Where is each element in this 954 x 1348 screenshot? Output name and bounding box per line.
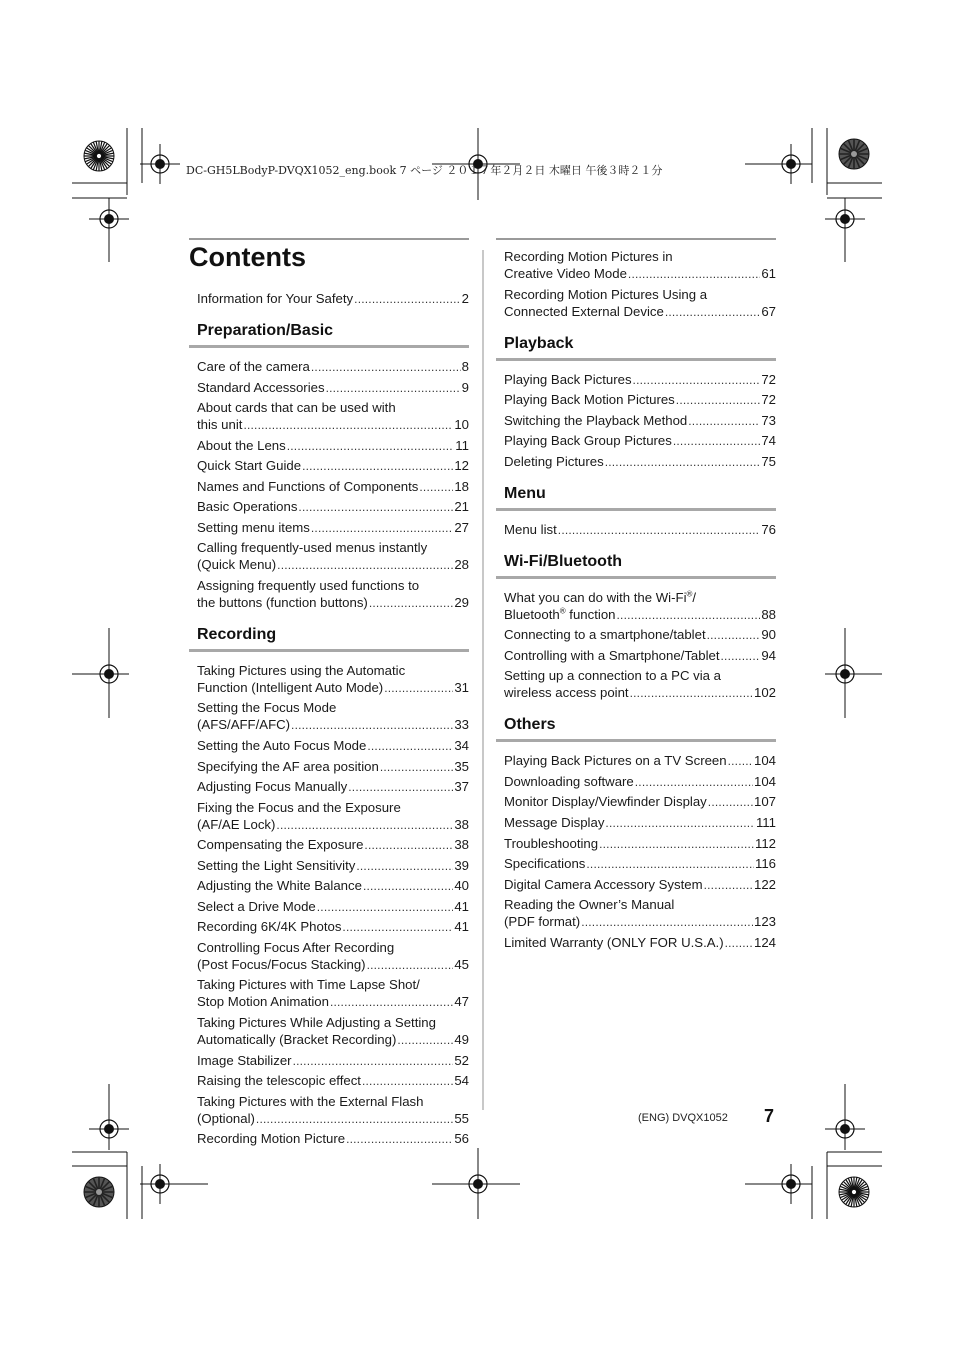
toc-entry-specifications[interactable] bbox=[504, 855, 776, 873]
dot-leader bbox=[581, 914, 753, 931]
toc-entry-title: Creative Video Mode bbox=[504, 266, 627, 281]
toc-entry-names-and-functions-of-components[interactable] bbox=[197, 478, 469, 496]
dot-leader bbox=[346, 1131, 453, 1148]
toc-entry-page: 74 bbox=[761, 433, 776, 449]
toc-entry-setting-up-a-connection-to-a-pc-via-a-wireless-access-point[interactable] bbox=[504, 667, 776, 702]
dot-leader bbox=[362, 1073, 453, 1090]
toc-entry-title: Connecting to a smartphone/tablet bbox=[504, 627, 706, 643]
toc-entry-page: 2 bbox=[461, 291, 469, 306]
toc-entry-setting-the-focus-mode-afs-aff-afc[interactable] bbox=[197, 699, 469, 734]
toc-entry-about-the-lens[interactable] bbox=[197, 437, 469, 455]
toc-entry-page: 107 bbox=[753, 794, 776, 810]
toc-entry-taking-pictures-using-the-automatic-function-intelligent-auto-mode[interactable] bbox=[197, 662, 469, 697]
toc-entry-title: Playing Back Pictures bbox=[504, 371, 632, 387]
toc-entry-page: 75 bbox=[761, 453, 776, 469]
toc-entry-title: Setting the Light Sensitivity bbox=[197, 857, 356, 873]
toc-entry-title: Automatically (Bracket Recording) bbox=[197, 1032, 397, 1048]
toc-entry-fixing-the-focus-and-the-exposure-af-ae-lock[interactable] bbox=[197, 799, 469, 834]
toc-entry-title: Monitor Display/Viewfinder Display bbox=[504, 794, 707, 810]
dot-leader bbox=[721, 648, 761, 665]
toc-entry-title-line: Taking Pictures using the Automatic bbox=[197, 662, 406, 678]
section-heading-menu: Menu bbox=[496, 484, 776, 511]
toc-entry-title: Image Stabilizer bbox=[197, 1052, 292, 1068]
toc-entry-title: About the Lens bbox=[197, 437, 286, 453]
dot-leader bbox=[676, 392, 761, 409]
dot-leader bbox=[397, 1032, 453, 1049]
toc-entry-title: wireless access point bbox=[504, 685, 629, 701]
toc-entry-page: 38 bbox=[454, 816, 469, 832]
toc-entry-image-stabilizer[interactable] bbox=[197, 1052, 469, 1070]
toc-entry-page: 45 bbox=[454, 956, 469, 972]
dot-leader bbox=[369, 595, 454, 612]
toc-entry-page: 52 bbox=[454, 1052, 469, 1068]
toc-entry-page: 37 bbox=[454, 779, 469, 795]
toc-entry-page: 11 bbox=[455, 437, 469, 453]
toc-entry-title: Function (Intelligent Auto Mode) bbox=[197, 679, 384, 695]
toc-entry-title-line: Fixing the Focus and the Exposure bbox=[197, 799, 401, 815]
toc-entry-title: Deleting Pictures bbox=[504, 453, 604, 469]
toc-entry-page: 34 bbox=[454, 738, 469, 754]
toc-entry-title: Information for Your Safety bbox=[197, 291, 354, 306]
toc-entry-page: 27 bbox=[454, 519, 469, 535]
dot-leader bbox=[276, 817, 453, 834]
toc-entry-page: 102 bbox=[753, 685, 776, 701]
toc-entry-setting-menu-items[interactable] bbox=[197, 519, 469, 537]
toc-entry-limited-warranty-only-for-u-s-a[interactable] bbox=[504, 934, 776, 952]
toc-entry-page: 29 bbox=[454, 594, 469, 610]
toc-entry-title: Bluetooth® function bbox=[504, 606, 616, 622]
dot-leader bbox=[707, 627, 761, 644]
toc-entry-title: Menu list bbox=[504, 521, 557, 537]
dot-leader bbox=[364, 837, 453, 854]
dot-leader bbox=[342, 919, 453, 936]
toc-entry-page: 72 bbox=[761, 371, 776, 387]
toc-entry-title: (Optional) bbox=[197, 1110, 255, 1126]
toc-entry-recording-motion-pictures-in-creative-video-mode[interactable] bbox=[504, 248, 776, 283]
toc-entry-downloading-software[interactable] bbox=[504, 773, 776, 791]
toc-entry-title: Playing Back Pictures on a TV Screen bbox=[504, 753, 727, 769]
toc-entry-page: 49 bbox=[454, 1032, 469, 1048]
dot-leader bbox=[384, 680, 453, 697]
footer-page-number: 7 bbox=[764, 1106, 775, 1126]
toc-entry-page: 88 bbox=[761, 606, 776, 622]
dot-leader bbox=[256, 1111, 453, 1128]
toc-entry-page: 122 bbox=[753, 876, 776, 892]
dot-leader bbox=[354, 291, 461, 308]
toc-entry-title-line: Taking Pictures with Time Lapse Shot/ bbox=[197, 977, 420, 993]
toc-entry-taking-pictures-with-the-external-flash-optional[interactable] bbox=[197, 1093, 469, 1128]
dot-leader bbox=[243, 417, 453, 434]
toc-entry-title: (Post Focus/Focus Stacking) bbox=[197, 956, 366, 972]
toc-entry-menu-list[interactable] bbox=[504, 521, 776, 539]
section-heading-wi-fi-bluetooth: Wi-Fi/Bluetooth bbox=[496, 552, 776, 579]
toc-entry-raising-the-telescopic-effect[interactable] bbox=[197, 1072, 469, 1090]
dot-leader bbox=[630, 685, 753, 702]
toc-entry-title: Recording Motion Picture bbox=[197, 1131, 346, 1147]
column-divider bbox=[482, 250, 484, 1110]
toc-entry-title: Setting the Auto Focus Mode bbox=[197, 738, 367, 754]
toc-entry-title: Connected External Device bbox=[504, 303, 664, 319]
toc-entry-page: 72 bbox=[761, 392, 776, 408]
toc-entry-title: Setting menu items bbox=[197, 519, 310, 535]
dot-leader bbox=[311, 359, 461, 376]
toc-entry-page: 76 bbox=[761, 521, 776, 537]
toc-entry-title-line: Reading the Owner’s Manual bbox=[504, 897, 675, 913]
toc-entry-page: 41 bbox=[454, 898, 469, 914]
dot-leader bbox=[363, 878, 453, 895]
toc-entry-title: the buttons (function buttons) bbox=[197, 594, 368, 610]
toc-entry-title: (AF/AE Lock) bbox=[197, 816, 276, 832]
toc-entry-title: Names and Functions of Components bbox=[197, 478, 419, 494]
toc-entry-page: 47 bbox=[454, 994, 469, 1010]
toc-entry-playing-back-motion-pictures[interactable] bbox=[504, 391, 776, 409]
toc-entry-page: 73 bbox=[761, 412, 776, 428]
toc-entry-playing-back-pictures-on-a-tv-screen[interactable] bbox=[504, 752, 776, 770]
dot-leader bbox=[635, 774, 753, 791]
dot-leader bbox=[367, 957, 454, 974]
toc-entry-title: Recording 6K/4K Photos bbox=[197, 919, 342, 935]
toc-entry-title: Stop Motion Animation bbox=[197, 994, 329, 1010]
toc-entry-page: 9 bbox=[461, 379, 469, 395]
toc-entry-connecting-to-a-smartphone-tablet[interactable] bbox=[504, 626, 776, 644]
toc-entry-title-line: Controlling Focus After Recording bbox=[197, 939, 395, 955]
footer-doc-code: (ENG) DVQX1052 bbox=[638, 1112, 728, 1124]
dot-leader bbox=[291, 717, 453, 734]
toc-entry-page: 112 bbox=[754, 835, 776, 851]
dot-leader bbox=[293, 1053, 454, 1070]
toc-entry-title-line: Taking Pictures While Adjusting a Setting bbox=[197, 1015, 436, 1031]
toc-entry-troubleshooting[interactable] bbox=[504, 835, 776, 853]
toc-entry-reading-the-owner-s-manual-pdf-format[interactable] bbox=[504, 896, 776, 931]
toc-entry-title: Switching the Playback Method bbox=[504, 412, 688, 428]
toc-entry-page: 12 bbox=[454, 458, 469, 474]
toc-entry-title-line: About cards that can be used with bbox=[197, 400, 396, 416]
dot-leader bbox=[419, 479, 453, 496]
toc-entry-specifying-the-af-area-position[interactable] bbox=[197, 758, 469, 776]
toc-entry-page: 124 bbox=[753, 934, 776, 950]
toc-entry-page: 56 bbox=[454, 1131, 469, 1147]
toc-entry-title-line: Calling frequently-used menus instantly bbox=[197, 540, 428, 556]
toc-entry-title: Playing Back Motion Pictures bbox=[504, 392, 675, 408]
toc-entry-select-a-drive-mode[interactable] bbox=[197, 898, 469, 916]
toc-entry-page: 41 bbox=[454, 919, 469, 935]
toc-entry-title-line: Recording Motion Pictures in bbox=[504, 249, 673, 264]
toc-entry-care-of-the-camera[interactable] bbox=[197, 358, 469, 376]
dot-leader bbox=[367, 738, 453, 755]
dot-leader bbox=[605, 815, 755, 832]
toc-entry-page: 28 bbox=[454, 557, 469, 573]
toc-entry-page: 10 bbox=[454, 417, 469, 433]
toc-entry-title: Raising the telescopic effect bbox=[197, 1073, 361, 1089]
toc-entry-title-line: Setting up a connection to a PC via a bbox=[504, 668, 722, 684]
print-info-header: DC-GH5LBodyP-DVQX1052_eng.book 7 ページ ２０１７年２月２日 木曜日 午後３時２１分 bbox=[186, 164, 663, 177]
toc-entry-page: 18 bbox=[454, 478, 469, 494]
dot-leader bbox=[725, 935, 753, 952]
toc-entry-playing-back-group-pictures[interactable] bbox=[504, 432, 776, 450]
toc-entry-what-you-can-do-with-the-wi-fi-bluetooth-function[interactable] bbox=[504, 589, 776, 624]
dot-leader bbox=[317, 899, 454, 916]
toc-entry-title: Adjusting the White Balance bbox=[197, 878, 362, 894]
dot-leader bbox=[558, 522, 761, 539]
dot-leader bbox=[586, 856, 754, 873]
section-heading-recording: Recording bbox=[189, 625, 469, 652]
dot-leader bbox=[605, 454, 761, 471]
toc-entry-title: Limited Warranty (ONLY FOR U.S.A.) bbox=[504, 934, 724, 950]
dot-leader bbox=[380, 759, 454, 776]
toc-entry-calling-frequently-used-menus-instantly-quick-menu[interactable] bbox=[197, 539, 469, 574]
toc-entry-quick-start-guide[interactable] bbox=[197, 457, 469, 475]
dot-leader bbox=[330, 994, 453, 1011]
toc-entry-setting-the-light-sensitivity[interactable] bbox=[197, 857, 469, 875]
toc-entry-page: 8 bbox=[461, 359, 469, 374]
toc-entry-page: 40 bbox=[454, 878, 469, 894]
toc-entry-title: Troubleshooting bbox=[504, 835, 599, 851]
toc-entry-page: 39 bbox=[454, 857, 469, 873]
dot-leader bbox=[599, 836, 754, 853]
toc-entry-controlling-with-a-smartphone-tablet[interactable] bbox=[504, 647, 776, 665]
toc-entry-adjusting-the-white-balance[interactable] bbox=[197, 877, 469, 895]
toc-entry-title: Standard Accessories bbox=[197, 379, 325, 395]
toc-entry-title: Controlling with a Smartphone/Tablet bbox=[504, 647, 720, 663]
dot-leader bbox=[311, 520, 453, 537]
toc-entry-title-line: What you can do with the Wi-Fi®/ bbox=[504, 589, 697, 605]
page-title: Contents bbox=[189, 242, 306, 272]
toc-entry-message-display[interactable] bbox=[504, 814, 776, 832]
toc-entry-title-line: Taking Pictures with the External Flash bbox=[197, 1093, 424, 1109]
toc-entry-title: Specifying the AF area position bbox=[197, 758, 379, 774]
toc-entry-controlling-focus-after-recording-post-focus-focus-stacking[interactable] bbox=[197, 939, 469, 974]
toc-entry-title: Quick Start Guide bbox=[197, 458, 302, 474]
dot-leader bbox=[633, 372, 761, 389]
toc-entry-adjusting-focus-manually[interactable] bbox=[197, 778, 469, 796]
toc-entry-page: 111 bbox=[755, 815, 776, 831]
toc-entry-recording-6k-4k-photos[interactable] bbox=[197, 918, 469, 936]
toc-entry-title: Adjusting Focus Manually bbox=[197, 779, 348, 795]
toc-entry-setting-the-auto-focus-mode[interactable] bbox=[197, 737, 469, 755]
toc-entry-title: Downloading software bbox=[504, 773, 634, 789]
toc-entry-title: Compensating the Exposure bbox=[197, 837, 364, 853]
dot-leader bbox=[302, 458, 453, 475]
toc-entry-page: 55 bbox=[454, 1110, 469, 1126]
toc-entry-assigning-frequently-used-functions-to-the-buttons-function-buttons[interactable] bbox=[197, 577, 469, 612]
toc-entry-title: this unit bbox=[197, 417, 243, 433]
toc-entry-digital-camera-accessory-system[interactable] bbox=[504, 876, 776, 894]
toc-entry-page: 38 bbox=[454, 837, 469, 853]
dot-leader bbox=[287, 438, 455, 455]
toc-entry-title: Specifications bbox=[504, 856, 586, 872]
toc-left-column bbox=[189, 290, 469, 1151]
toc-entry-page: 104 bbox=[753, 773, 776, 789]
toc-entry-page: 35 bbox=[454, 758, 469, 774]
dot-leader bbox=[277, 557, 453, 574]
toc-entry-recording-motion-pictures-using-a-connected-external-device[interactable] bbox=[504, 286, 776, 321]
dot-leader bbox=[617, 607, 761, 624]
toc-entry-page: 31 bbox=[454, 679, 469, 695]
toc-entry-standard-accessories[interactable] bbox=[197, 379, 469, 397]
dot-leader bbox=[704, 877, 753, 894]
toc-entry-title: Playing Back Group Pictures bbox=[504, 433, 672, 449]
toc-entry-page: 61 bbox=[761, 266, 776, 281]
dot-leader bbox=[688, 413, 760, 430]
toc-entry-switching-the-playback-method[interactable] bbox=[504, 412, 776, 430]
dot-leader bbox=[673, 433, 760, 450]
toc-entry-playing-back-pictures[interactable] bbox=[504, 371, 776, 389]
toc-entry-basic-operations[interactable] bbox=[197, 498, 469, 516]
dot-leader bbox=[665, 304, 761, 321]
toc-entry-page: 67 bbox=[761, 303, 776, 319]
toc-entry-deleting-pictures[interactable] bbox=[504, 453, 776, 471]
toc-entry-title: Digital Camera Accessory System bbox=[504, 876, 703, 892]
dot-leader bbox=[326, 380, 461, 397]
toc-entry-page: 90 bbox=[761, 627, 776, 643]
toc-entry-title: (AFS/AFF/AFC) bbox=[197, 717, 291, 733]
section-heading-others: Others bbox=[496, 715, 776, 742]
toc-entry-recording-motion-picture[interactable] bbox=[197, 1130, 469, 1148]
toc-entry-page: 123 bbox=[753, 914, 776, 930]
toc-entry-title-line: Assigning frequently used functions to bbox=[197, 577, 420, 593]
toc-entry-monitor-display-viewfinder-display[interactable] bbox=[504, 793, 776, 811]
dot-leader bbox=[728, 753, 753, 770]
top-rule-left bbox=[189, 238, 469, 240]
dot-leader bbox=[348, 779, 453, 796]
toc-entry-title: Message Display bbox=[504, 815, 605, 831]
toc-entry-title: Select a Drive Mode bbox=[197, 898, 316, 914]
toc-entry-taking-pictures-while-adjusting-a-setting-automatically-bracket-recording[interactable] bbox=[197, 1014, 469, 1049]
top-rule-right bbox=[496, 238, 776, 240]
toc-entry-page: 94 bbox=[761, 647, 776, 663]
toc-entry-title-line: Recording Motion Pictures Using a bbox=[504, 286, 708, 302]
dot-leader bbox=[708, 794, 753, 811]
dot-leader bbox=[356, 858, 453, 875]
toc-entry-title-line: Setting the Focus Mode bbox=[197, 700, 337, 716]
toc-entry-about-cards-that-can-be-used-with-this-unit[interactable] bbox=[197, 399, 469, 434]
toc-entry-page: 54 bbox=[454, 1073, 469, 1089]
toc-right-column bbox=[496, 248, 776, 954]
section-heading-preparation-basic: Preparation/Basic bbox=[189, 321, 469, 348]
toc-entry-title: (Quick Menu) bbox=[197, 557, 277, 573]
toc-entry-title: Basic Operations bbox=[197, 499, 298, 515]
toc-entry-information-for-your-safety[interactable] bbox=[197, 290, 469, 308]
toc-entry-page: 116 bbox=[754, 856, 776, 872]
toc-entry-taking-pictures-with-time-lapse-shot-stop-motion-animation[interactable] bbox=[197, 976, 469, 1011]
dot-leader bbox=[298, 499, 453, 516]
toc-entry-page: 104 bbox=[753, 753, 776, 769]
toc-entry-page: 21 bbox=[454, 499, 469, 515]
toc-entry-page: 33 bbox=[454, 717, 469, 733]
section-heading-playback: Playback bbox=[496, 334, 776, 361]
toc-entry-compensating-the-exposure[interactable] bbox=[197, 836, 469, 854]
toc-entry-title: Care of the camera bbox=[197, 359, 310, 374]
toc-entry-title: (PDF format) bbox=[504, 914, 581, 930]
dot-leader bbox=[628, 266, 760, 283]
